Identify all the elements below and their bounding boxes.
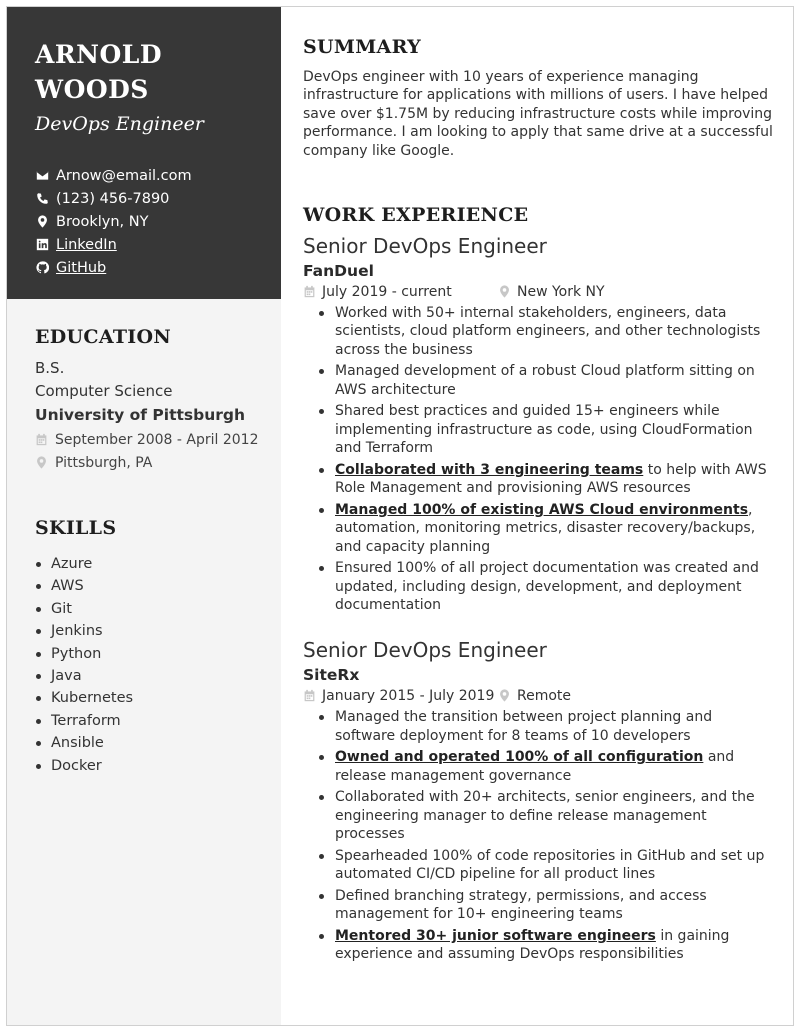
name-first: ARNOLD [35,40,163,69]
sidebar [7,7,281,1026]
job-bullet: Managed the transition between project planning and software deployment for 8 teams of 10 developers [335,708,773,745]
skill-item: Terraform [35,710,271,732]
name-last: WOODS [35,75,149,104]
job-bullet: Shared best practices and guided 15+ engineers while implementing infrastructure as code, using CloudFormation and Terraform [335,402,773,457]
job-bullet: Collaborated with 3 engineering teams to help with AWS Role Management and provisioning AWS resources [335,461,773,498]
summary-section [303,36,773,160]
contact-phone [35,187,192,210]
job-bullet: Defined branching strategy, permissions, and access management for 10+ engineering teams [335,887,773,924]
skill-item: Kubernetes [35,687,271,709]
job-bullet: Managed development of a robust Cloud platform sitting on AWS architecture [335,362,773,399]
job-dates: January 2015 - July 2019 [322,688,495,705]
location-text: Brooklyn, NY [56,213,149,230]
education-dates-row [35,428,271,451]
location-pin-icon [498,689,512,703]
contact-location [35,210,192,233]
job-meta [303,280,773,304]
job-bullets [335,708,773,963]
job-bullets [335,304,773,614]
education-degree: B.S. [35,359,65,377]
job-location: New York NY [517,284,605,300]
job-location: Remote [517,688,572,705]
skill-item: AWS [35,575,271,597]
education-location-row [35,451,271,474]
skills-section [35,517,271,777]
phone-text: (123) 456-7890 [56,190,170,207]
email-text: Arnow@email.com [56,167,192,184]
experience-heading: WORK EXPERIENCE [303,204,529,226]
job-dates: July 2019 - current [322,284,452,300]
contact-github[interactable] [35,256,192,279]
sidebar-header [7,7,281,299]
github-icon [35,260,50,275]
linkedin-link[interactable]: LinkedIn [56,236,117,253]
resume-page [6,6,794,1026]
summary-heading: SUMMARY [303,36,421,58]
location-pin-icon [498,285,512,299]
skill-item: Ansible [35,732,271,754]
contact-email [35,164,192,187]
calendar-icon [303,285,317,299]
experience-section [303,204,773,967]
job-bullet: Collaborated with 20+ architects, senior engineers, and the engineering manager to define release management processes [335,788,773,843]
contact-linkedin[interactable] [35,233,192,256]
job-bullet: Spearheaded 100% of code repositories in GitHub and set up automated CI/CD pipeline for all product lines [335,847,773,884]
phone-icon [35,191,50,206]
skill-item: Git [35,598,271,620]
education-dates: September 2008 - April 2012 [55,431,259,448]
calendar-icon [303,689,317,703]
job-location-group [498,688,571,704]
education-location: Pittsburgh, PA [55,454,153,471]
job-bullet: Mentored 30+ junior software engineers in gaining experience and assuming DevOps responsibilities [335,927,773,964]
location-pin-icon [35,456,49,470]
skills-heading: SKILLS [35,517,117,539]
candidate-name [35,37,265,107]
education-school: University of Pittsburgh [35,406,246,424]
linkedin-icon [35,237,50,252]
location-pin-icon [35,214,50,229]
calendar-icon [35,433,49,447]
job-bullet: Ensured 100% of all project documentation was created and updated, including design, development, and deployment documentation [335,559,773,614]
job-bullet: Worked with 50+ internal stakeholders, engineers, data scientists, cloud platform engineers, and other technologists across the business [335,304,773,359]
skill-item: Java [35,665,271,687]
job-entry [303,234,773,614]
job-bullet: Owned and operated 100% of all configuration and release management governance [335,748,773,785]
job-title: Senior DevOps Engineer [303,234,547,258]
job-title: Senior DevOps Engineer [303,638,547,663]
education-heading: EDUCATION [35,326,171,348]
job-company: SiteRx [303,666,360,685]
job-entry [303,638,773,963]
skills-list [35,553,271,777]
github-link[interactable]: GitHub [56,259,107,276]
envelope-icon [35,168,50,183]
skill-item: Jenkins [35,620,271,642]
job-bullet: Managed 100% of existing AWS Cloud environments, automation, monitoring metrics, disaster recovery/backups, and capacity planning [335,501,773,556]
education-field: Computer Science [35,382,173,400]
skill-item: Python [35,643,271,665]
skill-item: Azure [35,553,271,575]
job-dates-group [303,284,498,300]
candidate-role: DevOps Engineer [35,113,204,135]
job-location-group [498,284,605,300]
skill-item: Docker [35,755,271,777]
job-dates-group [303,688,498,704]
contact-list [35,164,192,279]
education-section [35,326,271,474]
summary-text: DevOps engineer with 10 years of experience managing infrastructure for applications with millions of users. I have helped save over $1.75M by reducing infrastructure costs while improving performance. I am looking to apply that same drive at a successful company like Google. [303,69,773,159]
job-meta [303,684,773,708]
job-company: FanDuel [303,262,374,280]
